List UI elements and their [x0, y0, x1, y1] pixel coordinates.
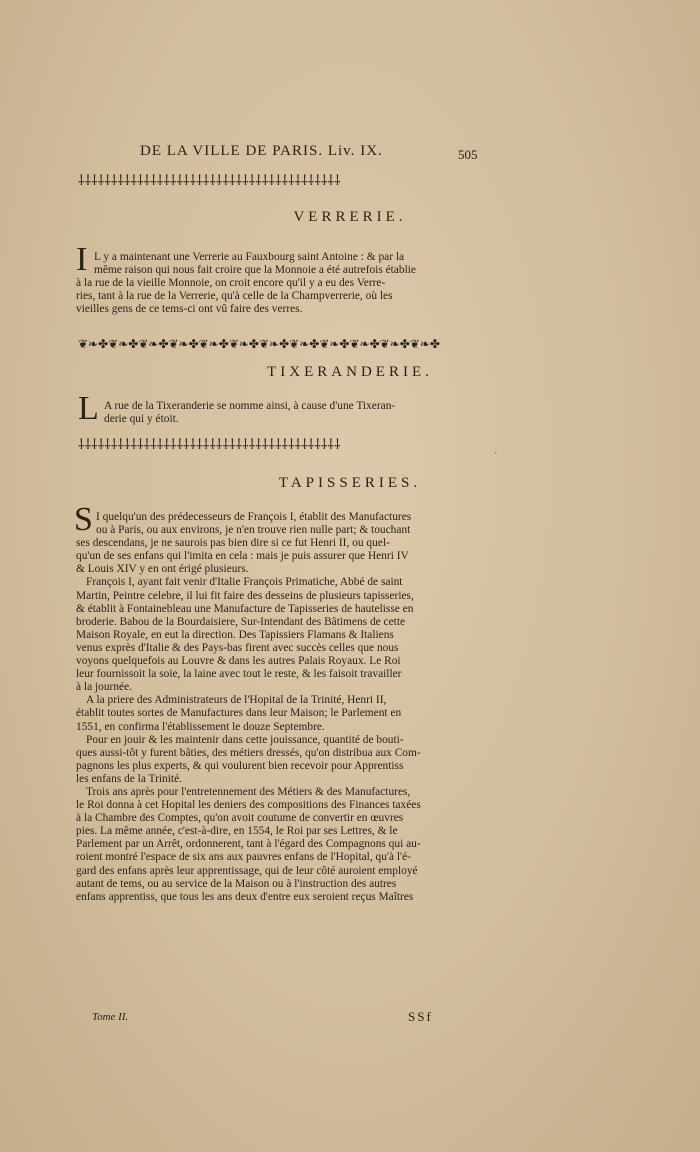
- text-line: derie qui y étoit.: [104, 413, 179, 426]
- ornament-band-lower: ⸸⸸⸸⸸⸸⸸⸸⸸⸸⸸⸸⸸⸸⸸⸸⸸⸸⸸⸸⸸⸸⸸⸸⸸⸸⸸⸸⸸⸸⸸⸸⸸⸸⸸⸸⸸⸸⸸⸸⸸: [78, 438, 341, 453]
- text-line: Martin, Peintre celebre, il lui fit faire des desseins de plusieurs tapisseries,: [76, 589, 414, 602]
- heading-tixeranderie: TIXERANDERIE.: [267, 364, 433, 380]
- text-line: à la rue de la vieille Monnoie, on croit encore qu'il y a eu des Verre-: [76, 277, 386, 290]
- text-line: à la Chambre des Comptes, qu'on avoit coutume de convertir en œuvres: [76, 812, 404, 825]
- dropcap-s: S: [74, 501, 93, 538]
- page-number: 505: [458, 147, 478, 162]
- dropcap-l: L: [78, 390, 99, 427]
- heading-verrerie: VERRERIE.: [293, 209, 407, 225]
- text-line: pagnons les plus experts, & qui voulurent bien recevoir pour Apprentiss: [76, 759, 404, 772]
- text-line: & établit à Fontainebleau une Manufacture de Tapisseries de hautelisse en: [76, 602, 414, 615]
- text-line: François I, ayant fait venir d'Italie François Primatiche, Abbé de saint: [86, 576, 403, 589]
- text-line: le Roi donna à cet Hopital les deniers des compositions des Finances taxées: [76, 799, 421, 812]
- text-line: Pour en jouir & les maintenir dans cette jouissance, quantité de bouti-: [86, 733, 404, 746]
- text-line: voyons quelquefois au Louvre & dans les autres Palais Royaux. Le Roi: [76, 655, 401, 668]
- text-line: broderie. Babou de la Bourdaisiere, Sur-Intendant des Bâtimens de cette: [76, 615, 406, 628]
- text-line: & Louis XIV y en ont érigé plusieurs.: [76, 563, 249, 576]
- text-line: qu'un de ses enfans qui l'imita en cela : mais je puis assurer que Henri IV: [76, 550, 409, 563]
- text-line: ques aussi-tôt y furent bâties, des métiers dressés, qu'on distribua aux Com-: [76, 746, 421, 759]
- text-line: 1551, en confirma l'établissement le douze Septembre.: [76, 720, 325, 733]
- text-line: A rue de la Tixeranderie se nomme ainsi, à cause d'une Tixeran-: [104, 400, 396, 412]
- text-line: ses descendans, je ne saurois pas bien dire si ce fut Henri II, ou quel-: [76, 537, 390, 550]
- text-line: à la journée.: [76, 681, 132, 694]
- text-line: Parlement par un Arrêt, ordonnerent, tant à l'égard des Compagnons qui au-: [76, 838, 421, 851]
- text-line: Maison Royale, en eut la direction. Des Tapissiers Flamans & Italiens: [76, 628, 394, 641]
- paragraph-tapisseries: [76, 511, 476, 904]
- text-line: autant de tems, ou au service de la Maison ou à l'instruction des autres: [76, 877, 397, 890]
- heading-tapisseries: TAPISSERIES.: [278, 475, 422, 491]
- text-line: établit toutes sortes de Manufactures dans leur Maison; le Parlement en: [76, 707, 402, 720]
- text-line: I quelqu'un des prédecesseurs de François I, établit des Manufactures: [96, 511, 412, 523]
- text-line: Trois ans après pour l'entretennement des Métiers & des Manufactures,: [86, 785, 411, 798]
- text-line: venus exprès d'Italie & des Pays-bas firent avec succès celles que nous: [76, 641, 399, 654]
- text-line: même raison qui nous fait croire que la Monnoie a été autrefois établie: [94, 264, 416, 277]
- text-line: roient montré l'espace de six ans aux pauvres enfans de l'Hopital, qu'à l'é-: [76, 851, 411, 864]
- text-line: les enfans de la Trinité.: [76, 772, 182, 785]
- paragraph-tixeranderie: [104, 400, 476, 426]
- volume-catchword: Tome II.: [92, 1011, 129, 1023]
- text-line: enfans apprentiss, que tous les ans deux d'entre eux seroient reçus Maîtres: [76, 890, 414, 903]
- text-line: pies. La même année, c'est-à-dire, en 1554, le Roi par ses Lettres, & le: [76, 825, 398, 838]
- running-title: DE LA VILLE DE PARIS. Liv. IX.: [140, 143, 383, 159]
- text-line: L y a maintenant une Verrerie au Fauxbourg saint Antoine : & par la: [94, 251, 405, 263]
- text-line: ou à Paris, ou aux environs, je n'en trouve rien nulle part; & touchant: [96, 524, 411, 537]
- text-line: leur fournissoit la soie, la laine avec tout le reste, & les faisoit travailler: [76, 668, 402, 681]
- text-line: gard des enfans après leur apprentissage, qui de leur côté auroient employé: [76, 864, 418, 877]
- ornament-band-middle: ❦❧✤❦❧✤❦❧✤❦❧✤❦❧✤❦❧✤❦❧✤❦❧✤❦❧✤❦❧✤❦❧✤❦❧✤: [78, 337, 440, 351]
- text-line: vieilles gens de ce tems-ci ont vû faire des verres.: [76, 303, 303, 316]
- dropcap-i: I: [76, 241, 88, 278]
- stray-mark: ˋ: [494, 452, 498, 463]
- signature-mark: SSf: [408, 1009, 433, 1024]
- text-line: A la priere des Administrateurs de l'Hopital de la Trinité, Henri II,: [86, 694, 387, 707]
- ornament-band-top: ⸸⸸⸸⸸⸸⸸⸸⸸⸸⸸⸸⸸⸸⸸⸸⸸⸸⸸⸸⸸⸸⸸⸸⸸⸸⸸⸸⸸⸸⸸⸸⸸⸸⸸⸸⸸⸸⸸⸸⸸: [78, 174, 341, 189]
- paragraph-verrerie: [76, 251, 476, 316]
- text-line: ries, tant à la rue de la Verrerie, qu'à celle de la Champverrerie, où les: [76, 290, 393, 303]
